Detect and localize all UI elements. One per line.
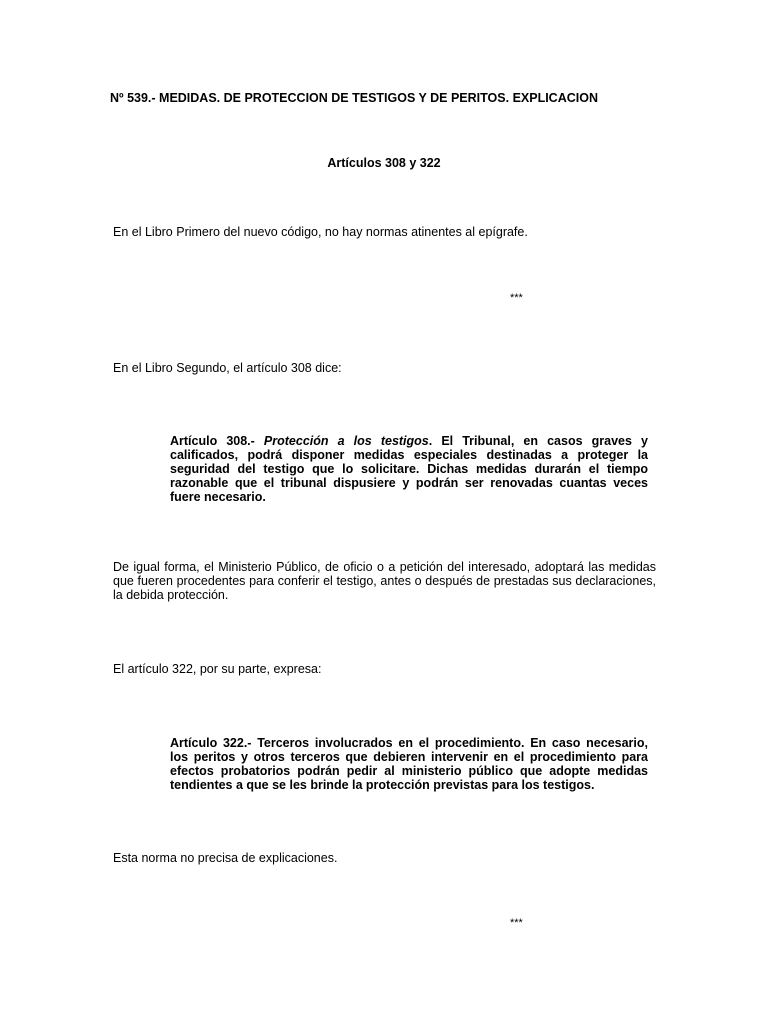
paragraph-libro-primero: En el Libro Primero del nuevo código, no hay normas atinentes al epígrafe. [113, 225, 528, 239]
separator-stars-2: *** [510, 917, 523, 929]
document-subheading: Artículos 308 y 322 [327, 156, 441, 170]
paragraph-ministerio-publico: De igual forma, el Ministerio Público, de oficio o a petición del interesado, adoptará las medidas que fueren procedentes para conferir el testigo, antes o después de prestadas sus declaraciones, la debida protección. [113, 560, 656, 602]
document-heading: Nº 539.- MEDIDAS. DE PROTECCION DE TESTIGOS Y DE PERITOS. EXPLICACION [110, 91, 598, 105]
quote-308-body: . El Tribunal, en casos graves y calificados, podrá disponer medidas especiales destinadas a proteger la seguridad del testigo que lo solicitare. Dichas medidas durarán el tiempo razonable que el tribunal dispusiere y podrán ser renovadas cuantas veces fuere necesario. [170, 434, 648, 504]
paragraph-libro-segundo: En el Libro Segundo, el artículo 308 dice: [113, 361, 342, 375]
paragraph-articulo-322: El artículo 322, por su parte, expresa: [113, 662, 322, 676]
quote-308-title: Protección a los testigos [263, 434, 429, 448]
quote-article-308 [170, 434, 648, 504]
quote-308-label: Artículo 308.- [170, 434, 255, 448]
separator-stars-1: *** [510, 292, 523, 304]
paragraph-norma: Esta norma no precisa de explicaciones. [113, 851, 338, 865]
quote-article-322: Artículo 322.- Terceros involucrados en el procedimiento. En caso necesario, los peritos y otros terceros que debieren intervenir en el procedimiento para efectos probatorios podrán pedir al ministerio público que adopte medidas tendientes a que se les brinde la protección previstas para los testigos. [170, 736, 648, 792]
